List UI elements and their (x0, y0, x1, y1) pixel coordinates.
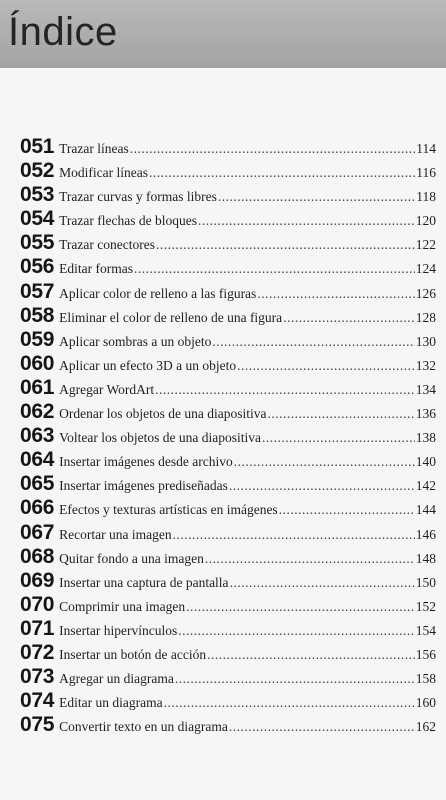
toc-dot-leader (267, 406, 414, 422)
toc-entry-number: 064 (20, 448, 55, 472)
toc-entry (20, 231, 436, 255)
toc-entry-title: Efectos y texturas artísticas en imágenes (59, 502, 278, 518)
toc-entry-page: 128 (415, 309, 436, 325)
toc-dot-leader (205, 551, 415, 567)
toc-entry (20, 545, 436, 569)
toc-entry-number: 074 (20, 689, 55, 713)
toc-entry-number: 063 (20, 424, 55, 448)
toc-entry-title: Recortar una imagen (59, 526, 172, 542)
toc-dot-leader (262, 430, 415, 446)
toc-entry-title: Trazar curvas y formas libres (59, 189, 217, 205)
page-title: Índice (8, 10, 118, 54)
toc-entry (20, 569, 436, 593)
toc-entry-number: 060 (20, 351, 55, 375)
toc-dot-leader (279, 502, 415, 518)
toc-entry (20, 496, 436, 520)
toc-entry-number: 065 (20, 472, 55, 496)
toc-entry (20, 689, 436, 713)
toc-dot-leader (134, 261, 415, 277)
toc-dot-leader (229, 478, 415, 494)
toc-entry-number: 066 (20, 496, 55, 520)
toc-entry (20, 617, 436, 641)
toc-dot-leader (186, 599, 415, 615)
toc-dot-leader (257, 286, 414, 302)
toc-entry-number: 051 (20, 135, 55, 158)
toc-entry-page: 140 (415, 454, 436, 470)
toc-entry (20, 472, 436, 496)
toc-entry (20, 521, 436, 545)
toc-entry (20, 376, 436, 400)
toc-entry-page: 132 (415, 357, 436, 373)
toc-entry-page: 162 (415, 719, 436, 735)
toc-entry-number: 070 (20, 592, 55, 616)
toc-entry-page: 156 (415, 646, 436, 662)
toc-entry-page: 160 (415, 695, 436, 711)
toc-entry-page: 148 (415, 550, 436, 566)
toc-dot-leader (207, 647, 415, 663)
toc-entry-number: 053 (20, 183, 55, 207)
toc-entry-page: 142 (415, 478, 436, 494)
toc-entry-title: Editar formas (59, 261, 133, 277)
toc-entry-title: Ordenar los objetos de una diapositiva (59, 406, 267, 422)
toc-entry-title: Voltear los objetos de una diapositiva (59, 430, 261, 446)
toc-entry-title: Eliminar el color de relleno de una figura (59, 309, 283, 325)
toc-entry-page: 126 (415, 285, 436, 301)
toc-dot-leader (173, 527, 415, 543)
toc-entry (20, 207, 436, 231)
toc-dot-leader (283, 310, 415, 326)
toc-entry-number: 073 (20, 665, 55, 689)
toc-entry-page: 150 (415, 574, 436, 590)
toc-entry-title: Agregar un diagrama (59, 671, 174, 687)
toc-entry-page: 124 (415, 261, 436, 277)
toc-entry-page: 120 (415, 213, 436, 229)
toc-entry-number: 069 (20, 568, 55, 592)
toc-dot-leader (130, 141, 416, 157)
toc-entry (20, 713, 436, 737)
toc-dot-leader (198, 213, 415, 229)
toc-entry-title: Convertir texto en un diagrama (59, 719, 228, 735)
toc-entry-page: 138 (415, 430, 436, 446)
toc-entry (20, 183, 436, 207)
toc-entry-number: 052 (20, 159, 55, 183)
toc-entry (20, 328, 436, 352)
toc-dot-leader (149, 165, 415, 181)
toc-entry-number: 061 (20, 375, 55, 399)
toc-entry-title: Insertar imágenes desde archivo (59, 454, 233, 470)
toc-entry (20, 665, 436, 689)
toc-entry-title: Modificar líneas (59, 165, 148, 181)
toc-entry-title: Editar un diagrama (59, 695, 163, 711)
toc-entry-number: 062 (20, 400, 55, 424)
toc-dot-leader (155, 382, 415, 398)
toc-entry-title: Aplicar color de relleno a las figuras (59, 285, 257, 301)
toc-dot-leader (229, 719, 415, 735)
toc-entry (20, 304, 436, 328)
toc-entry-number: 068 (20, 544, 55, 568)
toc-entry-page: 154 (415, 622, 436, 638)
toc-entry-title: Trazar líneas (59, 141, 129, 156)
toc-entry-number: 058 (20, 303, 55, 327)
toc-entry-page: 134 (415, 381, 436, 397)
toc-entry (20, 255, 436, 279)
table-of-contents (20, 135, 436, 737)
toc-entry-page: 116 (416, 165, 436, 181)
toc-entry (20, 280, 436, 304)
toc-entry (20, 400, 436, 424)
toc-entry-title: Agregar WordArt (59, 381, 155, 397)
toc-entry (20, 159, 436, 183)
toc-entry-page: 136 (415, 406, 436, 422)
toc-entry-number: 056 (20, 255, 55, 279)
toc-entry (20, 352, 436, 376)
toc-entry-title: Insertar imágenes prediseñadas (59, 478, 228, 494)
toc-entry-page: 130 (415, 333, 436, 349)
toc-dot-leader (156, 237, 415, 253)
toc-entry-number: 054 (20, 207, 55, 231)
toc-entry-title: Trazar flechas de bloques (59, 213, 197, 229)
toc-entry-page: 114 (416, 141, 436, 156)
toc-dot-leader (218, 189, 415, 205)
toc-dot-leader (212, 334, 414, 350)
toc-entry-page: 144 (415, 502, 436, 518)
toc-entry-page: 158 (415, 671, 436, 687)
toc-entry (20, 641, 436, 665)
toc-dot-leader (237, 358, 415, 374)
toc-entry-number: 059 (20, 327, 55, 351)
toc-dot-leader (234, 454, 415, 470)
toc-entry-title: Insertar un botón de acción (59, 646, 207, 662)
toc-dot-leader (164, 695, 415, 711)
toc-entry-number: 055 (20, 231, 55, 255)
toc-dot-leader (178, 623, 415, 639)
toc-entry-page: 118 (416, 189, 436, 205)
toc-entry-page: 152 (415, 598, 436, 614)
toc-dot-leader (230, 575, 415, 591)
toc-entry (20, 135, 436, 159)
toc-entry-number: 075 (20, 713, 55, 737)
toc-entry-title: Insertar una captura de pantalla (59, 574, 229, 590)
toc-entry-title: Comprimir una imagen (59, 598, 186, 614)
toc-entry-page: 146 (415, 526, 436, 542)
toc-entry-title: Aplicar un efecto 3D a un objeto (59, 357, 237, 373)
toc-entry-title: Quitar fondo a una imagen (59, 550, 204, 566)
toc-entry-title: Aplicar sombras a un objeto (59, 333, 212, 349)
toc-entry (20, 448, 436, 472)
toc-entry-title: Trazar conectores (59, 237, 155, 253)
toc-entry (20, 593, 436, 617)
toc-entry (20, 424, 436, 448)
toc-entry-number: 071 (20, 616, 55, 640)
toc-dot-leader (175, 671, 415, 687)
toc-entry-title: Insertar hipervínculos (59, 622, 178, 638)
toc-entry-number: 057 (20, 279, 55, 303)
toc-entry-page: 122 (415, 237, 436, 253)
toc-entry-number: 067 (20, 520, 55, 544)
toc-entry-number: 072 (20, 640, 55, 664)
